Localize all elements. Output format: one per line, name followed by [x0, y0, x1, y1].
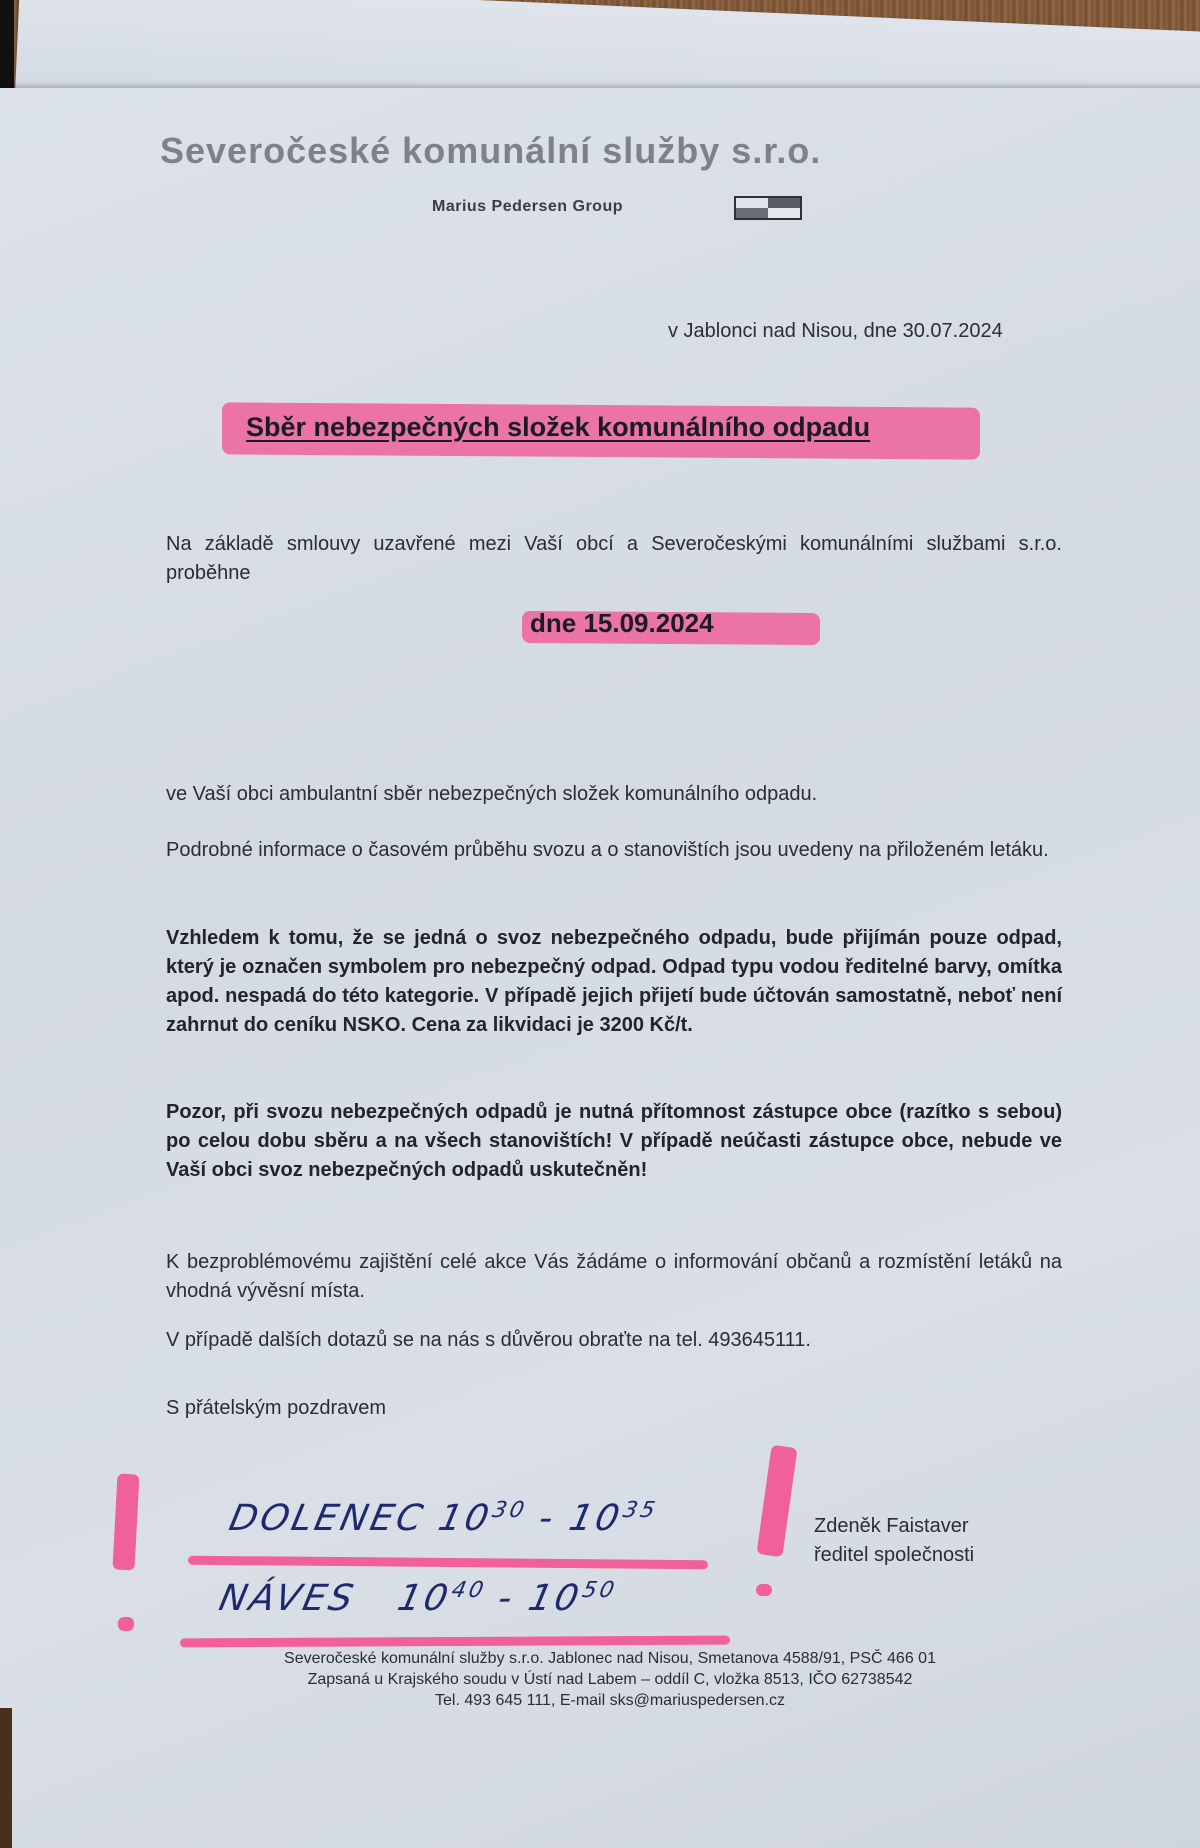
footer-registration: Zapsaná u Krajského soudu v Ústí nad Labem – oddíl C, vložka 8513, IČO 62738542 [307, 1671, 913, 1688]
stop-place: NÁVES [215, 1578, 360, 1619]
handwritten-stop-1: DOLENEC $10^{30} - 10^{35}$ [225, 1498, 661, 1539]
marius-pedersen-logo-icon [734, 196, 802, 220]
paragraph-warning: Pozor, při svozu nebezpečných odpadů je nutná přítomnost zástupce obce (razítko s sebou) po celou dobu sběru a na všech stanovištích! V případě neúčasti zástupce obce, nebude ve Vaší obci svoz nebezpečných odpadů uskutečněn! [166, 1101, 1062, 1181]
exclamation-dot-left-icon [118, 1617, 134, 1631]
paragraph-details: Podrobné informace o časovém průběhu svozu a o stanovištích jsou uvedeny na přiloženém letáku. [166, 839, 1049, 861]
closing-greeting: S přátelským pozdravem [166, 1397, 387, 1419]
footer-contact: Tel. 493 645 111, E-mail sks@mariuspedersen.cz [434, 1692, 786, 1709]
footer-address: Severočeské komunální služby s.r.o. Jablonec nad Nisou, Smetanova 4588/91, PSČ 466 01 [284, 1650, 936, 1667]
stop-place: DOLENEC [225, 1498, 430, 1539]
handwritten-stop-2: NÁVES $10^{40} - 10^{50}$ [215, 1578, 620, 1619]
signer-name: Zdeněk Faistaver [814, 1515, 969, 1537]
paragraph-contact: V případě dalších dotazů se na nás s důvěrou obraťte na tel. 493645111. [166, 1329, 811, 1351]
intro-paragraph: Na základě smlouvy uzavřené mezi Vaší obcí a Severočeskými komunálními službami s.r.o. proběhne [166, 533, 1062, 584]
exclamation-dot-right-icon [756, 1584, 772, 1596]
paragraph-waste-rules: Vzhledem k tomu, že se jedná o svoz nebezpečného odpadu, bude přijímán pouze odpad, který je označen symbolem pro nebezpečný odpad. Odpad typu vodou ředitelné barvy, omítka apod. nespadá do této kategorie. V případě jejich přijetí bude účtován samostatně, neboť není zahrnut do ceníku NSKO. Cena za likvidaci je 3200 Kč/t. [166, 927, 1062, 1036]
letter-footer [220, 1648, 1000, 1711]
letter-place-date: v Jablonci nad Nisou, dne 30.07.2024 [668, 320, 1003, 342]
letter-title: Sběr nebezpečných složek komunálního odpadu [246, 412, 871, 442]
paragraph-scope: ve Vaší obci ambulantní sběr nebezpečných složek komunálního odpadu. [166, 783, 818, 805]
signature-block [814, 1512, 974, 1570]
collection-date: dne 15.09.2024 [530, 608, 714, 638]
company-name: Severočeské komunální služby s.r.o. [160, 130, 822, 171]
table-edge-bottom [0, 1708, 12, 1848]
paragraph-request: K bezproblémovému zajištění celé akce Vás žádáme o informování občanů a rozmístění letáků na vhodná vývěsní místa. [166, 1251, 1062, 1302]
table-edge [0, 0, 14, 100]
company-group: Marius Pedersen Group [432, 198, 623, 215]
signer-title: ředitel společnosti [814, 1544, 975, 1566]
